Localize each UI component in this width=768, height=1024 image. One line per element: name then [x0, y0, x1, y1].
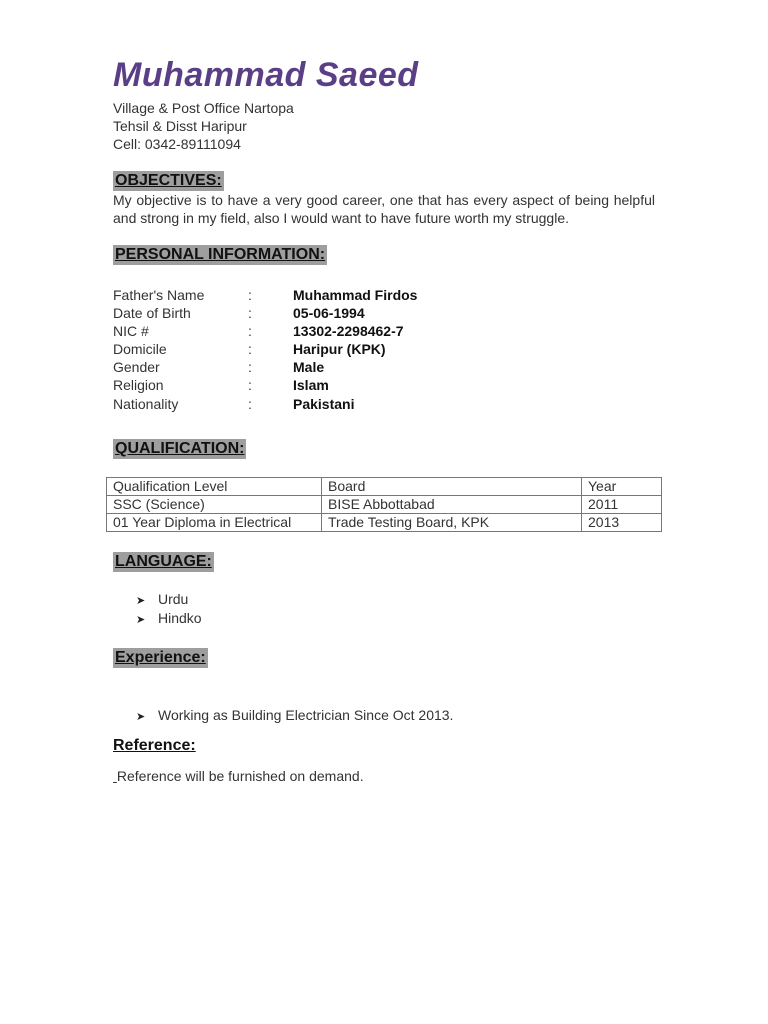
personal-info-value: 05-06-1994: [293, 305, 365, 321]
personal-info-label: Religion: [113, 377, 164, 393]
list-item: [136, 706, 453, 726]
address-line-1: Village & Post Office Nartopa: [113, 100, 294, 116]
personal-info-value: Islam: [293, 377, 329, 393]
cell-number: Cell: 0342-89111094: [113, 136, 241, 152]
personal-info-row: [113, 358, 613, 376]
personal-info-colon: :: [248, 323, 252, 339]
table-cell: SSC (Science): [107, 496, 322, 514]
personal-info-colon: :: [248, 341, 252, 357]
personal-info-colon: :: [248, 305, 252, 321]
personal-info-colon: :: [248, 359, 252, 375]
personal-info-colon: :: [248, 377, 252, 393]
personal-info-row: [113, 376, 613, 394]
experience-section: [113, 648, 208, 668]
language-item: Hindko: [158, 610, 202, 626]
reference-text: Reference will be furnished on demand.: [116, 768, 364, 784]
personal-info-row: [113, 322, 613, 340]
personal-info-row: [113, 395, 613, 413]
language-section: [113, 552, 214, 572]
table-row: [107, 514, 662, 532]
objectives-text: My objective is to have a very good career, one that has every aspect of being helpful and strong in my field, also I would want to have future worth my struggle.: [113, 192, 655, 226]
personal-info-row: [113, 340, 613, 358]
personal-info-label: Nationality: [113, 396, 179, 412]
personal-info-value: Pakistani: [293, 396, 355, 412]
table-header-row: [107, 478, 662, 496]
reference-heading: Reference:: [113, 737, 196, 754]
personal-info-label: Father's Name: [113, 287, 205, 303]
qualification-section: [113, 439, 246, 459]
personal-info-row: [113, 286, 613, 304]
personal-info-value: Haripur (KPK): [293, 341, 386, 357]
list-item: [136, 609, 202, 629]
table-row: [107, 496, 662, 514]
personal-info-heading: PERSONAL INFORMATION:: [115, 246, 326, 263]
table-cell: 01 Year Diploma in Electrical: [107, 514, 322, 532]
table-cell: 2011: [582, 496, 662, 514]
reference-section: [113, 736, 196, 756]
personal-info-label: Gender: [113, 359, 160, 375]
arrowhead-bullet-icon: ➤: [136, 711, 146, 723]
language-heading: LANGUAGE:: [115, 553, 212, 570]
arrowhead-bullet-icon: ➤: [136, 595, 146, 607]
address-line-2: Tehsil & Disst Haripur: [113, 118, 247, 134]
table-header-cell: Qualification Level: [107, 478, 322, 496]
reference-text-line: [113, 767, 364, 785]
personal-info-label: Domicile: [113, 341, 167, 357]
applicant-name: Muhammad Saeed: [113, 56, 419, 94]
table-cell: Trade Testing Board, KPK: [322, 514, 582, 532]
table-header-cell: Year: [582, 478, 662, 496]
experience-item: Working as Building Electrician Since Oct 2013.: [158, 707, 454, 723]
table-cell: 2013: [582, 514, 662, 532]
qualification-table: [106, 477, 662, 532]
personal-info-label: NIC #: [113, 323, 149, 339]
qualification-heading: QUALIFICATION:: [115, 440, 245, 457]
language-item: Urdu: [158, 591, 189, 607]
personal-info-colon: :: [248, 396, 252, 412]
personal-info-value: Muhammad Firdos: [293, 287, 418, 303]
arrowhead-bullet-icon: ➤: [136, 614, 146, 626]
personal-info-value: Male: [293, 359, 325, 375]
list-item: [136, 590, 188, 610]
personal-info-colon: :: [248, 287, 252, 303]
table-cell: BISE Abbottabad: [322, 496, 582, 514]
objectives-section: [113, 171, 224, 191]
table-header-cell: Board: [322, 478, 582, 496]
experience-heading: Experience:: [115, 649, 206, 666]
personal-info-value: 13302-2298462-7: [293, 323, 404, 339]
personal-info-row: [113, 304, 613, 322]
personal-info-label: Date of Birth: [113, 305, 191, 321]
personal-info-section: [113, 245, 327, 265]
objectives-heading: OBJECTIVES:: [115, 172, 222, 189]
